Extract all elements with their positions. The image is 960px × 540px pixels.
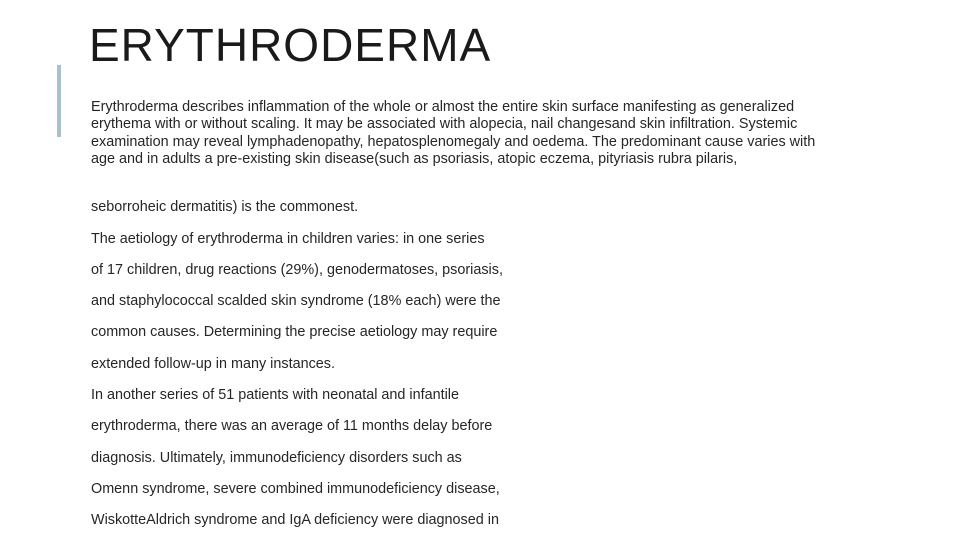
body-line: common causes. Determining the precise aetiology may require [91, 324, 498, 340]
slide-title: ERYTHRODERMA [89, 19, 492, 71]
body-line: of 17 children, drug reactions (29%), genodermatoses, psoriasis, [91, 262, 503, 278]
title-accent-bar [57, 65, 61, 137]
body-line: diagnosis. Ultimately, immunodeficiency disorders such as [91, 450, 462, 466]
body-line: extended follow-up in many instances. [91, 356, 335, 372]
body-line: The aetiology of erythroderma in children varies: in one series [91, 231, 485, 247]
body-line: erythroderma, there was an average of 11 months delay before [91, 418, 493, 434]
intro-paragraph: Erythroderma describes inflammation of the whole or almost the entire skin surface manifesting as generalized erythema with or without scaling. It may be associated with alopecia, nail changesand skin infiltration. Systemic examination may reveal lymphadenopathy, hepatosplenomegaly and oedema. The predominant cause varies with age and in adults a pre-existing skin disease(such as psoriasis, atopic eczema, pityriasis rubra pilaris, [91, 99, 816, 168]
body-line: WiskotteAldrich syndrome and IgA deficiency were diagnosed in [91, 512, 499, 528]
body-line: In another series of 51 patients with neonatal and infantile [91, 387, 460, 403]
body-line: Omenn syndrome, severe combined immunodeficiency disease, [91, 481, 500, 497]
body-line: seborroheic dermatitis) is the commonest. [91, 199, 359, 215]
body-line: and staphylococcal scalded skin syndrome (18% each) were the [91, 293, 501, 309]
